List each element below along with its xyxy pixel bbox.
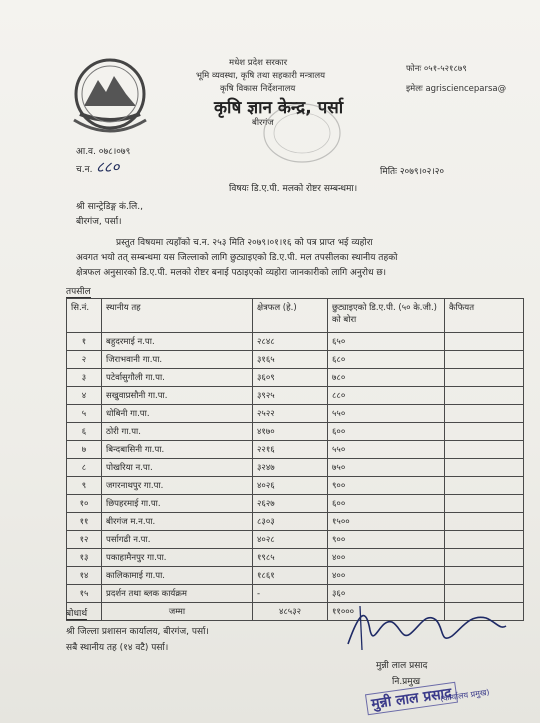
row-dap-bags: ६५० [328,333,445,351]
row-sn: १५ [67,585,102,603]
row-area: २६२७ [253,495,328,513]
signatory-stamp: मुन्नी लाल प्रसाद [365,682,458,715]
row-area: १९८५ [253,549,328,567]
table-row [67,567,524,585]
nepal-emblem-logo [64,54,156,136]
header-line-1: मधेश प्रदेश सरकार [229,58,288,68]
header-local-level: स्थानीय तह [102,299,253,333]
row-dap-bags: १५०० [328,513,445,531]
row-sn: ६ [67,423,102,441]
table-row [67,459,524,477]
chalani-label: च.न. [76,165,93,175]
roster-table [66,298,524,621]
table-row [67,423,524,441]
row-remarks [445,405,524,423]
table-row [67,333,524,351]
row-area: ३९२५ [253,387,328,405]
addressee-place: बीरगंज, पर्सा। [76,217,122,227]
row-dap-bags: ६०० [328,423,445,441]
row-dap-bags: ७८० [328,369,445,387]
row-dap-bags: ९०० [328,531,445,549]
row-dap-bags: ६८० [328,351,445,369]
row-dap-bags: ६०० [328,495,445,513]
row-area: २५२२ [253,405,328,423]
row-dap-bags: ७५० [328,459,445,477]
row-remarks [445,531,524,549]
header-remarks: कैफियत [445,299,524,333]
chalani-number: ८८० [96,158,120,176]
phone-text: फोनः ०५१-५२१८७९ [406,64,467,74]
row-remarks [445,459,524,477]
row-remarks [445,477,524,495]
signatory-name: मुन्नी लाल प्रसाद [376,661,428,671]
row-dap-bags: ९०० [328,477,445,495]
row-local-level: पोखरिया न.पा. [102,459,253,477]
cc-line-2: सबै स्थानीय तह (१४ वटै) पर्सा। [66,643,169,653]
body-line-3: क्षेत्रफल अनुसारको डि.ए.पी. मलको रोष्टर बनाई पठाइएको व्यहोरा जानकारीको लागि अनुरोध छ। [76,268,387,278]
row-dap-bags: ४०० [328,567,445,585]
row-sn: ३ [67,369,102,387]
row-local-level: जिराभवानी गा.पा. [102,351,253,369]
table-row [67,441,524,459]
body-line-2: अवगत भयो तत् सम्बन्धमा यस जिल्लाको लागि छुट्याइएको डि.ए.पी. मल तपसीलका स्थानीय तहको [76,253,398,263]
row-local-level: बिन्दबासिनी गा.पा. [102,441,253,459]
row-sn: २ [67,351,102,369]
row-remarks [445,549,524,567]
subject-line: विषयः डि.ए.पी. मलको रोष्टर सम्बन्धमा। [229,184,358,194]
row-local-level: छिपहरमाई गा.पा. [102,495,253,513]
row-area: १८६१ [253,567,328,585]
row-remarks [445,423,524,441]
table-row [67,513,524,531]
cc-line-1: श्री जिल्ला प्रशासन कार्यालय, बीरगंज, पर्सा। [66,627,209,637]
email-text: इमेलः agriscienceparsa@ [406,84,507,94]
office-place: बीरगंज [252,118,274,128]
row-remarks [445,495,524,513]
table-row [67,477,524,495]
row-remarks [445,567,524,585]
header-sn: सि.नं. [67,299,102,333]
header-line-3: कृषि विकास निर्देशनालय [220,84,296,94]
row-remarks [445,369,524,387]
total-label: जम्मा [102,603,253,621]
row-dap-bags: ८८० [328,387,445,405]
table-row [67,495,524,513]
handwritten-signature [340,600,510,652]
table-row [67,351,524,369]
row-remarks [445,351,524,369]
row-sn: ८ [67,459,102,477]
row-local-level: ठोरी गा.पा. [102,423,253,441]
row-sn: १४ [67,567,102,585]
row-area: ४१७० [253,423,328,441]
row-sn: १० [67,495,102,513]
row-area: २२१६ [253,441,328,459]
row-local-level: प्रदर्शन तथा ब्लक कार्यक्रम [102,585,253,603]
row-dap-bags: ५५० [328,405,445,423]
row-local-level: कालिकामाई गा.पा. [102,567,253,585]
row-dap-bags: ५५० [328,441,445,459]
table-row [67,369,524,387]
row-local-level: पटेर्वासुगौली गा.पा. [102,369,253,387]
header-line-2: भूमि व्यवस्था, कृषि तथा सहकारी मन्त्रालय [196,71,326,81]
row-area: ८३०३ [253,513,328,531]
row-sn: ५ [67,405,102,423]
row-local-level: धोबिनी गा.पा. [102,405,253,423]
row-sn: ४ [67,387,102,405]
table-row [67,405,524,423]
row-area: ४०२८ [253,531,328,549]
row-sn: ११ [67,513,102,531]
row-remarks [445,513,524,531]
office-name: कृषि ज्ञान केन्द्र, पर्सा [214,98,344,118]
tapsil-heading: तपसील [66,284,91,298]
row-sn: ७ [67,441,102,459]
table-header-row [67,299,524,333]
row-local-level: जगरनाथपुर गा.पा. [102,477,253,495]
signatory-title: नि.प्रमुख [392,677,421,687]
row-area: ३१६५ [253,351,328,369]
header-area: क्षेत्रफल (हे.) [253,299,328,333]
row-area: ३२४७ [253,459,328,477]
row-dap-bags: ४०० [328,549,445,567]
addressee-name: श्री सान्ट्रेडिङ्ग कं.लि., [76,202,143,212]
row-area: ४०२६ [253,477,328,495]
total-bags: ११००० [328,603,445,621]
row-local-level: पकाहामैनपुर गा.पा. [102,549,253,567]
row-remarks [445,441,524,459]
body-line-1: प्रस्तुत विषयमा त्यहाँको च.न. २५३ मिति २०७९।०१।१६ को पत्र प्राप्त भई व्यहोरा [116,238,373,248]
row-sn: १२ [67,531,102,549]
table-row [67,549,524,567]
row-sn: १३ [67,549,102,567]
row-sn: ९ [67,477,102,495]
total-area: ४८५३२ [253,603,328,621]
row-area: - [253,585,328,603]
row-area: २८४८ [253,333,328,351]
row-local-level: सखुवाप्रसौनी गा.पा. [102,387,253,405]
fiscal-year: आ.व. ०७८।०७९ [76,147,131,157]
office-seal-stamp [260,100,344,166]
row-local-level: पर्सागढी न.पा. [102,531,253,549]
table-row [67,531,524,549]
table-row [67,387,524,405]
letter-date: मितिः २०७९।०२।२० [380,167,445,177]
header-dap-bags: छुट्याइएको डि.ए.पी. (५० के.जी.) को बोरा [328,299,445,333]
signatory-stamp-sub: (कार्यालय प्रमुख) [439,687,491,704]
row-sn: १ [67,333,102,351]
row-area: ३६०९ [253,369,328,387]
cc-title: बोधार्थ [66,606,87,620]
row-remarks [445,333,524,351]
row-local-level: बीरगंज म.न.पा. [102,513,253,531]
row-local-level: बहुदरमाई न.पा. [102,333,253,351]
row-remarks [445,387,524,405]
row-dap-bags: ३६० [328,585,445,603]
